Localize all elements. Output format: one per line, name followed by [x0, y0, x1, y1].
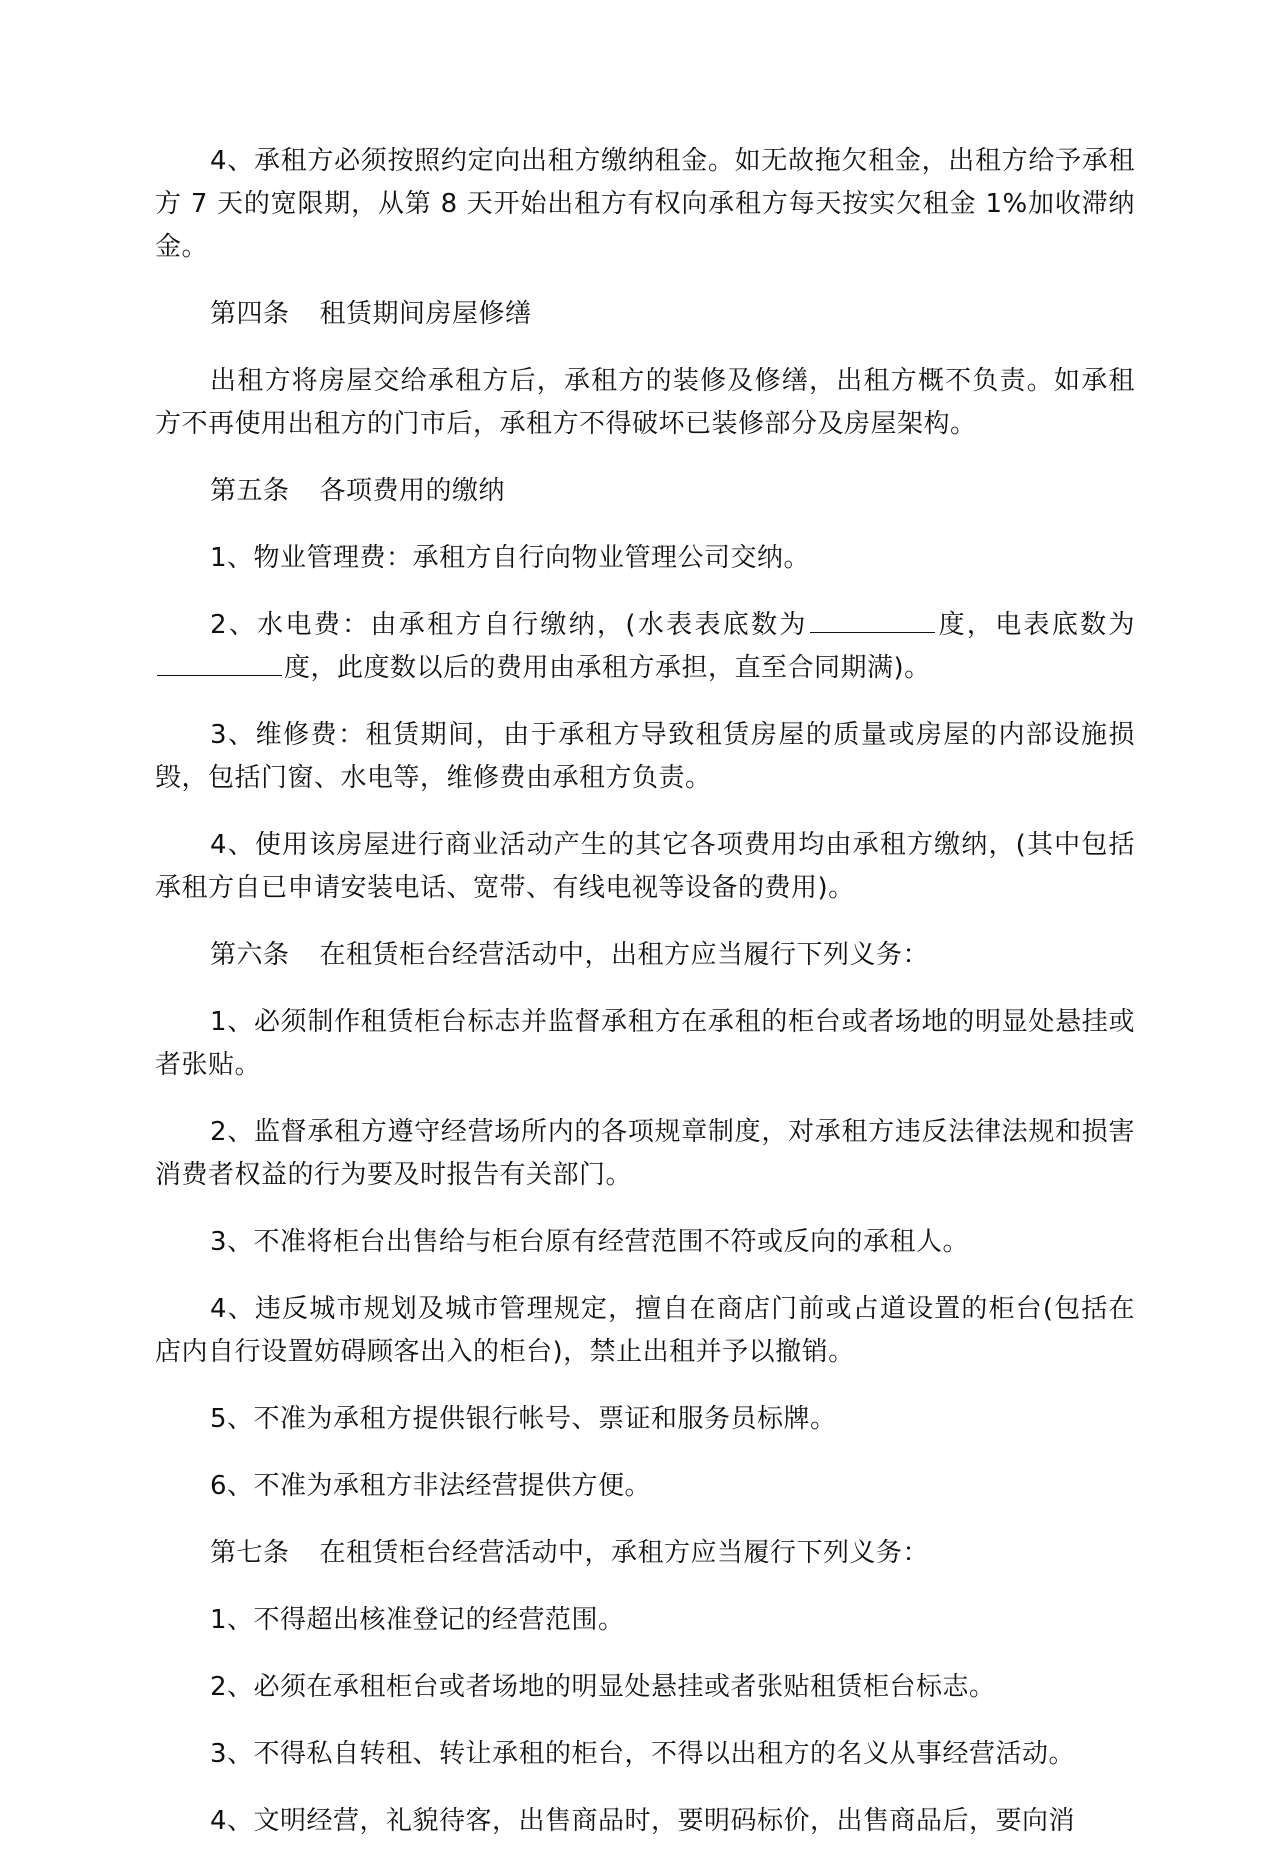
- article-title: 在租赁柜台经营活动中，承租方应当履行下列义务：: [319, 1538, 930, 1568]
- electric-meter-blank: [157, 649, 282, 676]
- article-title: 各项费用的缴纳: [319, 476, 506, 506]
- paragraph-utilities: [155, 604, 1135, 690]
- article-number: 第四条: [210, 299, 290, 329]
- utilities-text-3: 度，此度数以后的费用由承租方承担，直至合同期满)。: [284, 653, 931, 683]
- article-title: 在租赁柜台经营活动中，出租方应当履行下列义务：: [319, 940, 930, 970]
- paragraph-maintenance-fee: 3、维修费：租赁期间，由于承租方导致租赁房屋的质量或房屋的内部设施损毁，包括门窗、水电等，维修费由承租方负责。: [155, 720, 1135, 793]
- paragraph-property-fee: 1、物业管理费：承租方自行向物业管理公司交纳。: [210, 543, 811, 573]
- paragraph-repairs: 出租方将房屋交给承租方后，承租方的装修及修缮，出租方概不负责。如承租方不再使用出租方的门市后，承租方不得破坏已装修部分及房屋架构。: [155, 366, 1135, 439]
- paragraph-lessor-duty-1: 1、必须制作租赁柜台标志并监督承租方在承租的柜台或者场地的明显处悬挂或者张贴。: [155, 1007, 1135, 1080]
- article-7-heading: [155, 1532, 1135, 1575]
- document-page: [155, 140, 1135, 1867]
- paragraph-lessee-duty-4: 4、文明经营，礼貌待客，出售商品时，要明码标价，出售商品后，要向消: [210, 1806, 1076, 1836]
- paragraph-rent-payment: 4、承租方必须按照约定向出租方缴纳租金。如无故拖欠租金，出租方给予承租方 7 天的宽限期，从第 8 天开始出租方有权向承租方每天按实欠租金 1%加收滞纳金。: [155, 146, 1135, 262]
- paragraph-lessor-duty-6: 6、不准为承租方非法经营提供方便。: [210, 1471, 652, 1501]
- paragraph-lessor-duty-4: 4、违反城市规划及城市管理规定，擅自在商店门前或占道设置的柜台(包括在店内自行设置妨碍顾客出入的柜台)，禁止出租并予以撤销。: [155, 1294, 1135, 1367]
- paragraph-lessee-duty-1: 1、不得超出核准登记的经营范围。: [210, 1605, 625, 1635]
- article-number: 第七条: [210, 1538, 290, 1568]
- article-number: 第五条: [210, 476, 290, 506]
- article-title: 租赁期间房屋修缮: [319, 299, 532, 329]
- paragraph-lessor-duty-2: 2、监督承租方遵守经营场所内的各项规章制度，对承租方违反法律法规和损害消费者权益的行为要及时报告有关部门。: [155, 1117, 1135, 1190]
- paragraph-lessee-duty-2: 2、必须在承租柜台或者场地的明显处悬挂或者张贴租赁柜台标志。: [210, 1672, 996, 1702]
- article-5-heading: [155, 470, 1135, 513]
- article-4-heading: [155, 293, 1135, 336]
- utilities-text-2: 度，电表底数为: [936, 610, 1135, 640]
- utilities-text-1: 2、水电费：由承租方自行缴纳，(水表表底数为: [210, 610, 808, 640]
- water-meter-blank: [810, 606, 935, 633]
- article-number: 第六条: [210, 940, 290, 970]
- article-6-heading: [155, 934, 1135, 977]
- paragraph-lessor-duty-5: 5、不准为承租方提供银行帐号、票证和服务员标牌。: [210, 1404, 837, 1434]
- paragraph-lessor-duty-3: 3、不准将柜台出售给与柜台原有经营范围不符或反向的承租人。: [210, 1227, 970, 1257]
- paragraph-lessee-duty-3: 3、不得私自转租、转让承租的柜台，不得以出租方的名义从事经营活动。: [210, 1739, 1076, 1769]
- paragraph-other-fees: 4、使用该房屋进行商业活动产生的其它各项费用均由承租方缴纳，(其中包括承租方自已申请安装电话、宽带、有线电视等设备的费用)。: [155, 830, 1135, 903]
